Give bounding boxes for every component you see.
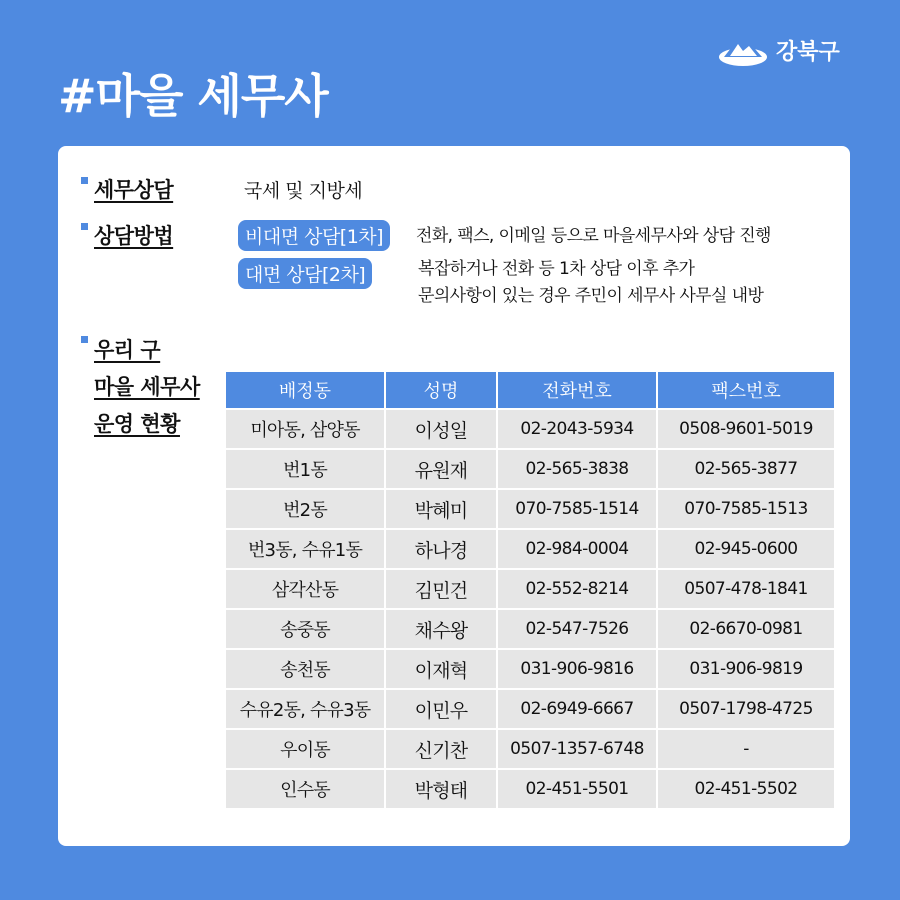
consult-label: 세무상담 (94, 178, 174, 202)
bullet-marker (81, 177, 88, 184)
table-header-row (226, 372, 834, 408)
cell-phone: 02-984-0004 (498, 530, 656, 568)
method-desc-inperson-line1: 복잡하거나 전화 등 1차 상담 이후 추가 (418, 259, 695, 279)
status-label (94, 332, 200, 443)
method-pill-remote: 비대면 상담[1차] (238, 220, 390, 251)
consult-value: 국세 및 지방세 (244, 180, 363, 202)
cell-name: 이재혁 (386, 650, 496, 688)
cell-district: 송천동 (226, 650, 384, 688)
cell-district: 수유2동, 수유3동 (226, 690, 384, 728)
cell-district: 삼각산동 (226, 570, 384, 608)
cell-phone: 031-906-9816 (498, 650, 656, 688)
cell-phone: 02-2043-5934 (498, 410, 656, 448)
cell-name: 채수왕 (386, 610, 496, 648)
cell-district: 우이동 (226, 730, 384, 768)
mountain-logo-icon (718, 33, 768, 67)
district-logo (718, 30, 840, 70)
cell-fax: 0507-478-1841 (658, 570, 834, 608)
table-row (226, 730, 834, 768)
info-card (58, 146, 850, 846)
cell-name: 이성일 (386, 410, 496, 448)
bullet-marker (81, 223, 88, 230)
bullet-marker (81, 336, 88, 343)
table-row (226, 410, 834, 448)
cell-name: 이민우 (386, 690, 496, 728)
table-row (226, 610, 834, 648)
table-row (226, 650, 834, 688)
cell-fax: 031-906-9819 (658, 650, 834, 688)
cell-phone: 02-565-3838 (498, 450, 656, 488)
cell-fax: 070-7585-1513 (658, 490, 834, 528)
cell-fax: 0508-9601-5019 (658, 410, 834, 448)
status-label-line: 마을 세무사 (94, 375, 200, 399)
table-row (226, 770, 834, 808)
cell-name: 하나경 (386, 530, 496, 568)
cell-fax: - (658, 730, 834, 768)
cell-district: 송중동 (226, 610, 384, 648)
cell-phone: 02-552-8214 (498, 570, 656, 608)
header-district: 배정동 (226, 372, 384, 408)
status-label-line: 우리 구 (94, 338, 161, 362)
method-desc-remote: 전화, 팩스, 이메일 등으로 마을세무사와 상담 진행 (416, 226, 771, 246)
logo-text: 강북구 (776, 39, 840, 65)
cell-name: 김민건 (386, 570, 496, 608)
cell-district: 번3동, 수유1동 (226, 530, 384, 568)
table-row (226, 450, 834, 488)
cell-fax: 02-451-5502 (658, 770, 834, 808)
cell-phone: 070-7585-1514 (498, 490, 656, 528)
cell-name: 유원재 (386, 450, 496, 488)
tax-advisor-table (224, 370, 836, 810)
status-label-line: 운영 현황 (94, 412, 180, 436)
header-fax: 팩스번호 (658, 372, 834, 408)
cell-name: 신기찬 (386, 730, 496, 768)
cell-name: 박혜미 (386, 490, 496, 528)
cell-name: 박형태 (386, 770, 496, 808)
cell-fax: 02-945-0600 (658, 530, 834, 568)
cell-fax: 0507-1798-4725 (658, 690, 834, 728)
header-name: 성명 (386, 372, 496, 408)
header-phone: 전화번호 (498, 372, 656, 408)
table-row (226, 530, 834, 568)
cell-district: 인수동 (226, 770, 384, 808)
table-row (226, 690, 834, 728)
method-pill-inperson: 대면 상담[2차] (238, 258, 372, 289)
cell-phone: 02-451-5501 (498, 770, 656, 808)
cell-phone: 0507-1357-6748 (498, 730, 656, 768)
cell-district: 번1동 (226, 450, 384, 488)
method-label: 상담방법 (94, 224, 174, 248)
cell-phone: 02-6949-6667 (498, 690, 656, 728)
cell-district: 번2동 (226, 490, 384, 528)
table-row (226, 570, 834, 608)
cell-fax: 02-565-3877 (658, 450, 834, 488)
page-title: #마을 세무사 (58, 69, 328, 123)
cell-district: 미아동, 삼양동 (226, 410, 384, 448)
cell-phone: 02-547-7526 (498, 610, 656, 648)
table-row (226, 490, 834, 528)
cell-fax: 02-6670-0981 (658, 610, 834, 648)
method-desc-inperson-line2: 문의사항이 있는 경우 주민이 세무사 사무실 내방 (418, 286, 764, 306)
